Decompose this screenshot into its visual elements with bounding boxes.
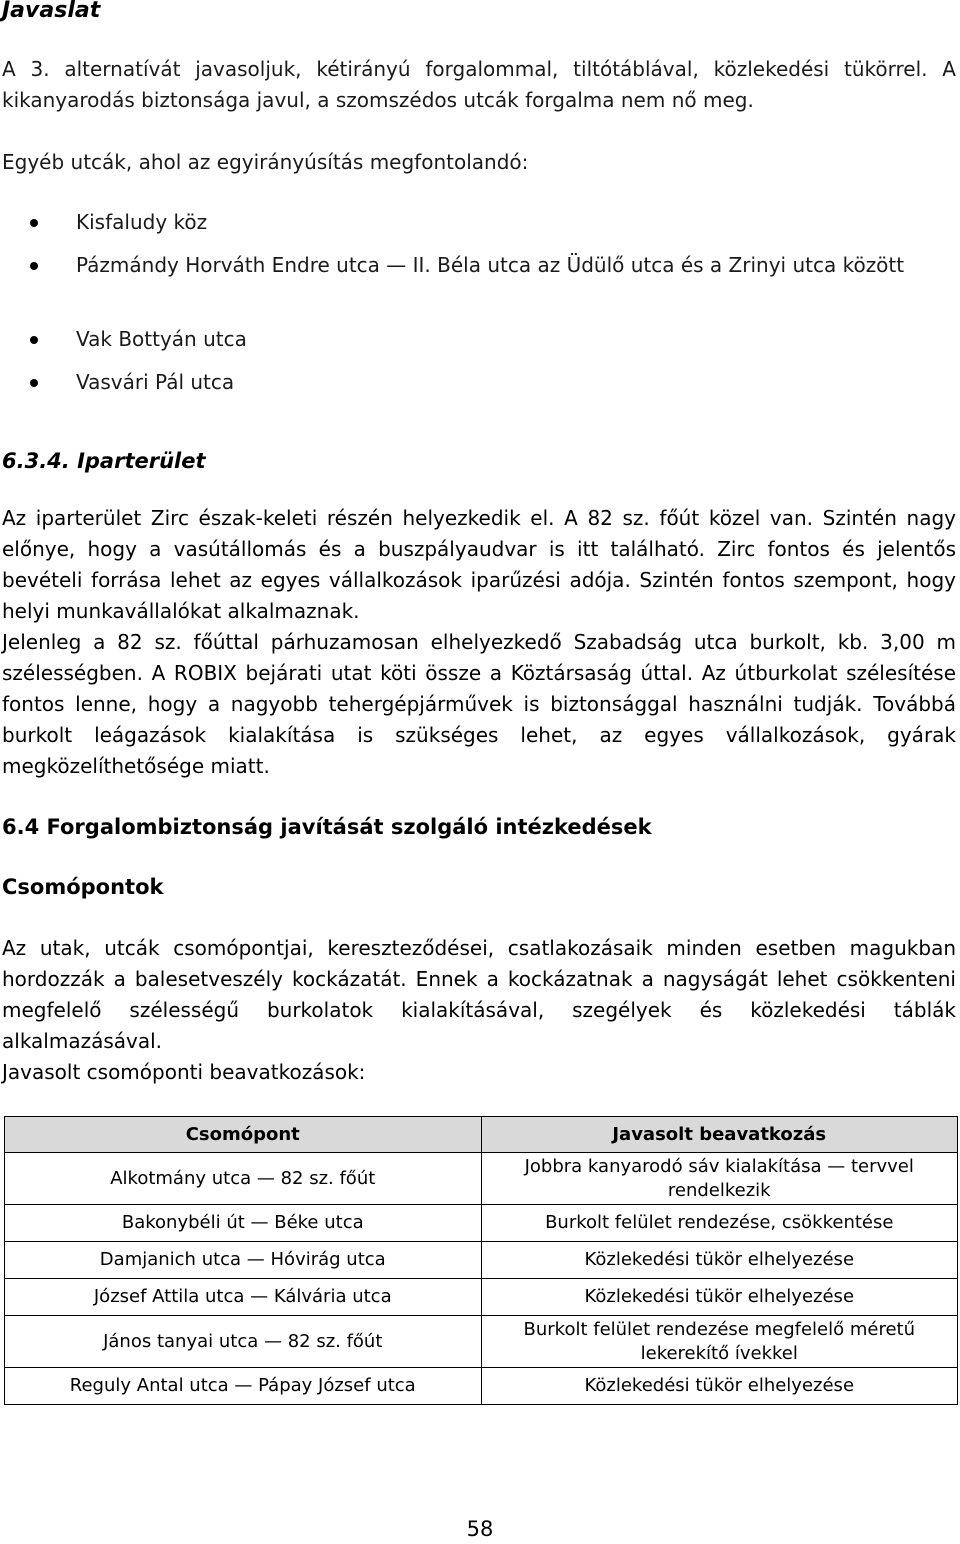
proposed-intro: Javasolt csomóponti beavatkozások: [2, 1060, 366, 1084]
table-header-row [5, 1117, 958, 1153]
other-streets-intro: Egyéb utcák, ahol az egyirányúsítás megfontolandó: [2, 150, 529, 174]
cell-action: Burkolt felület rendezése, csökkentése [481, 1205, 958, 1242]
cell-junction: Bakonybéli út — Béke utca [5, 1205, 482, 1242]
cell-action: Jobbra kanyarodó sáv kialakítása — tervvel rendelkezik [481, 1153, 958, 1205]
table-row [5, 1153, 958, 1205]
page-number: 58 [466, 1517, 494, 1541]
junctions-body [2, 933, 956, 1088]
column-header-junction: Csomópont [5, 1117, 482, 1153]
table-row [5, 1368, 958, 1405]
cell-action: Közlekedési tükör elhelyezése [481, 1368, 958, 1405]
section-634-body [2, 503, 956, 782]
heading-javaslat: Javaslat [2, 0, 101, 23]
bullet-icon [30, 379, 38, 387]
list-item: Pázmándy Horváth Endre utca — II. Béla utca az Üdülő utca és a Zrinyi utca között [0, 250, 956, 312]
list-item: Kisfaludy köz [0, 207, 956, 238]
bullet-icon [30, 336, 38, 344]
cell-junction: János tanyai utca — 82 sz. főút [5, 1316, 482, 1368]
section-634-title: 6.3.4. Iparterület [2, 449, 206, 473]
recommendation-paragraph: A 3. alternatívát javasoljuk, kétirányú forgalommal, tiltótáblával, közlekedési tükörrel. A kikanyarodás biztonsága javul, a szomszédos utcák forgalma nem nő meg. [2, 57, 956, 112]
cell-junction: Alkotmány utca — 82 sz. főút [5, 1153, 482, 1205]
cell-action: Közlekedési tükör elhelyezése [481, 1279, 958, 1316]
table-row [5, 1279, 958, 1316]
cell-action: Közlekedési tükör elhelyezése [481, 1242, 958, 1279]
cell-junction: József Attila utca — Kálvária utca [5, 1279, 482, 1316]
subsection-title: Csomópontok [2, 875, 164, 899]
streets-list [0, 207, 960, 398]
cell-junction: Damjanich utca — Hóvirág utca [5, 1242, 482, 1279]
bullet-icon [30, 262, 38, 270]
list-item: Vasvári Pál utca [0, 367, 956, 398]
section-64-title: 6.4 Forgalombiztonság javítását szolgáló intézkedések [2, 815, 652, 839]
table-row [5, 1242, 958, 1279]
section-634-paragraph-1: Az iparterület Zirc észak-keleti részén helyezkedik el. A 82 sz. főút közel van. Szintén nagy előnye, hogy a vasútállomás és a buszpályaudvar is itt található. Zirc fontos és jelentős bevételi forrása lehet az egyes vállalkozások iparűzési adója. Szintén fontos szempont, hogy helyi munkavállalókat alkalmaznak. [2, 506, 956, 623]
list-item: Vak Bottyán utca [0, 324, 956, 355]
bullet-icon [30, 219, 38, 227]
table-row [5, 1316, 958, 1368]
junctions-paragraph: Az utak, utcák csomópontjai, kereszteződései, csatlakozásaik minden esetben magukban hordozzák a balesetveszély kockázatát. Ennek a kockázatnak a nagyságát lehet csökkenteni megfelelő szélességű burkolatok kialakításával, szegélyek és közlekedési táblák alkalmazásával. [2, 936, 956, 1053]
cell-action: Burkolt felület rendezése megfelelő méretű lekerekítő ívekkel [481, 1316, 958, 1368]
interventions-table [4, 1116, 958, 1405]
table-row [5, 1205, 958, 1242]
section-634-paragraph-2: Jelenleg a 82 sz. főúttal párhuzamosan elhelyezkedő Szabadság utca burkolt, kb. 3,00 m szélességben. A ROBIX bejárati utat köti össze a Köztársaság úttal. Az útburkolat szélesítése fontos lenne, hogy a nagyobb tehergépjárművek is biztonsággal használni tudják. Továbbá burkolt leágazások kialakítása is szükséges lehet, az egyes vállalkozások, gyárak megközelíthetősége miatt. [2, 630, 956, 778]
column-header-action: Javasolt beavatkozás [481, 1117, 958, 1153]
cell-junction: Reguly Antal utca — Pápay József utca [5, 1368, 482, 1405]
